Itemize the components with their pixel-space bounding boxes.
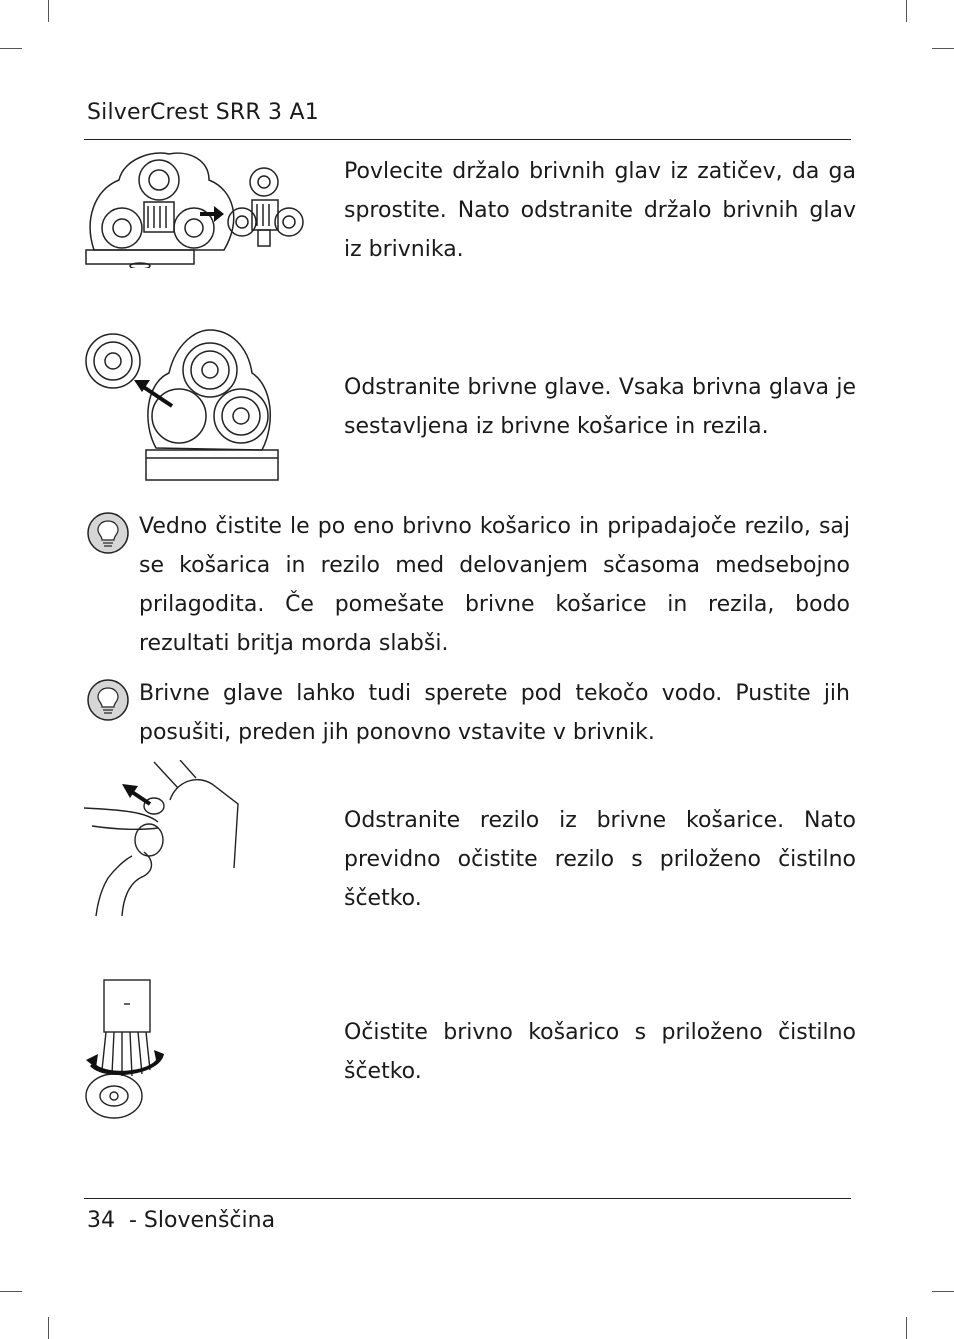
step-1-text: Povlecite držalo brivnih glav iz zatičev, da ga sprostite. Nato odstranite držalo brivnih glav iz brivnika. (344, 159, 856, 262)
step-2-text: Odstranite brivne glave. Vsaka brivna glava je sestavljena iz brivne košarice in rezila. (344, 375, 856, 439)
crop-mark (48, 1317, 49, 1339)
figure-head-holder-removal (84, 150, 310, 268)
tip-1-text: Vedno čistite le po eno brivno košarico in pripadajoče rezilo, saj se košarica in rezilo med delovanjem sčasoma medsebojno prilagodita. Če pomešate brivne košarice in rezila, bodo rezultati britja morda slabši. (139, 514, 850, 656)
crop-mark (906, 1317, 907, 1339)
figure-basket-cleaning (84, 978, 170, 1122)
page-footer (87, 1208, 275, 1233)
figure-cutter-cleaning (84, 760, 244, 918)
crop-mark (0, 1291, 22, 1292)
step-3-text: Odstranite rezilo iz brivne košarice. Nato previdno očistite rezilo s priloženo čistilno ščetko. (344, 808, 856, 911)
lightbulb-icon (86, 678, 130, 722)
crop-mark (0, 48, 22, 49)
footer-spacer (115, 1208, 129, 1233)
crop-mark (932, 1291, 954, 1292)
document-header-title: SilverCrest SRR 3 A1 (87, 100, 319, 125)
footer-language: - Slovenščina (129, 1208, 276, 1233)
crop-mark (906, 0, 907, 22)
crop-mark (48, 0, 49, 22)
header-rule (84, 139, 851, 140)
crop-mark (932, 48, 954, 49)
tip-2-text: Brivne glave lahko tudi sperete pod tekočo vodo. Pustite jih posušiti, preden jih ponovno vstavite v brivnik. (139, 681, 850, 745)
page-number: 34 (87, 1208, 115, 1233)
footer-rule (84, 1198, 851, 1199)
lightbulb-icon (86, 511, 130, 555)
step-4-text: Očistite brivno košarico s priloženo čistilno ščetko. (344, 1020, 856, 1084)
figure-shaving-heads-removal (84, 328, 280, 484)
